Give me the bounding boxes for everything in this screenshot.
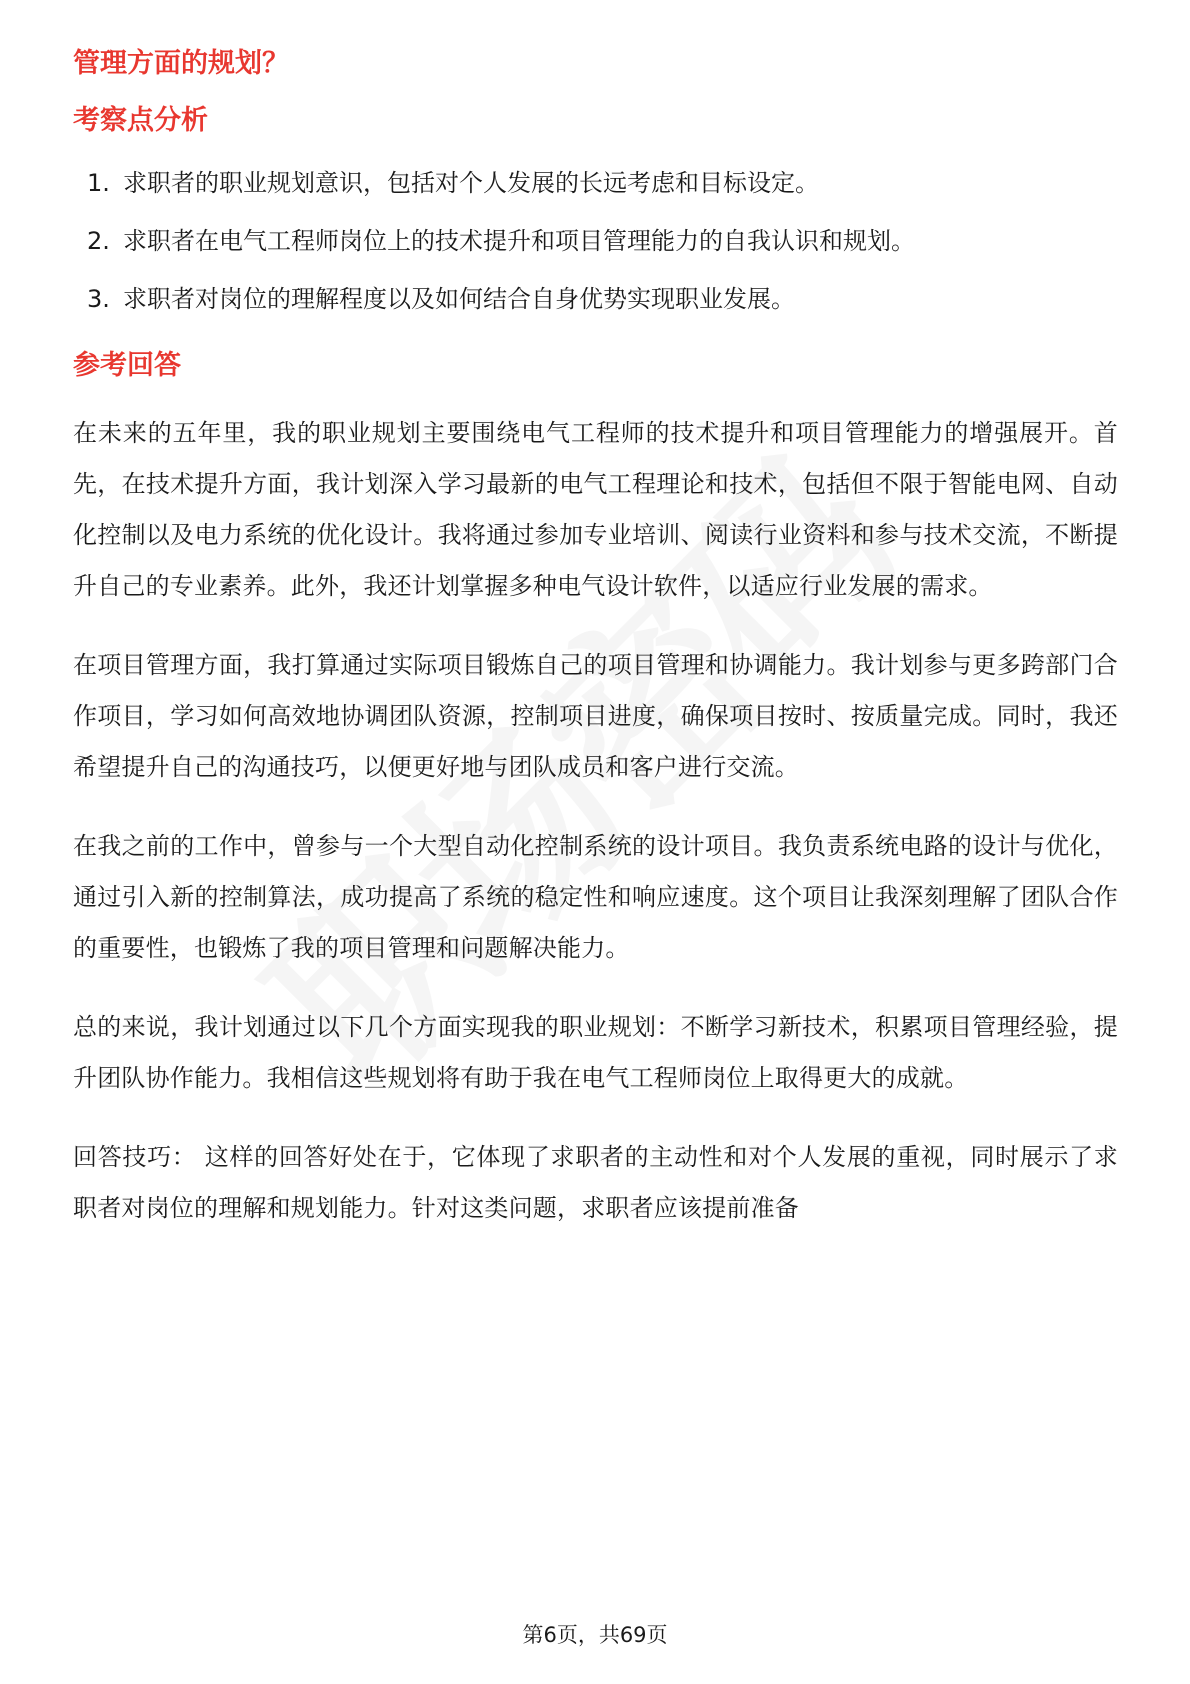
list-item-text: 求职者对岗位的理解程度以及如何结合自身优势实现职业发展。 bbox=[123, 285, 795, 313]
list-item-number: 1. bbox=[87, 169, 110, 197]
answer-paragraph: 在我之前的工作中，曾参与一个大型自动化控制系统的设计项目。我负责系统电路的设计与优化，通过引入新的控制算法，成功提高了系统的稳定性和响应速度。这个项目让我深刻理解了团队合作的重要性，也锻炼了我的项目管理和问题解决能力。 bbox=[73, 832, 1118, 962]
analysis-points-list bbox=[73, 163, 1118, 319]
list-item-number: 3. bbox=[87, 285, 110, 313]
answer-paragraph: 在未来的五年里，我的职业规划主要围绕电气工程师的技术提升和项目管理能力的增强展开。首先，在技术提升方面，我计划深入学习最新的电气工程理论和技术，包括但不限于智能电网、自动化控制以及电力系统的优化设计。我将通过参加专业培训、阅读行业资料和参与技术交流，不断提升自己的专业素养。此外，我还计划掌握多种电气设计软件，以适应行业发展的需求。 bbox=[73, 419, 1118, 600]
list-item-text: 求职者的职业规划意识，包括对个人发展的长远考虑和目标设定。 bbox=[123, 169, 819, 197]
section-heading-answer: 参考回答 bbox=[73, 350, 181, 381]
list-item bbox=[73, 221, 1118, 261]
answer-tips-paragraph: 回答技巧： 这样的回答好处在于，它体现了求职者的主动性和对个人发展的重视，同时展示了求职者对岗位的理解和规划能力。针对这类问题，求职者应该提前准备 bbox=[73, 1143, 1118, 1222]
list-item-number: 2. bbox=[87, 227, 110, 255]
answer-paragraph: 总的来说，我计划通过以下几个方面实现我的职业规划：不断学习新技术，积累项目管理经验，提升团队协作能力。我相信这些规划将有助于我在电气工程师岗位上取得更大的成就。 bbox=[73, 1013, 1118, 1092]
section-heading-analysis: 考察点分析 bbox=[73, 105, 208, 136]
document-page bbox=[73, 44, 1118, 1262]
answer-paragraph: 在项目管理方面，我打算通过实际项目锻炼自己的项目管理和协调能力。我计划参与更多跨部门合作项目，学习如何高效地协调团队资源，控制项目进度，确保项目按时、按质量完成。同时，我还希望提升自己的沟通技巧，以便更好地与团队成员和客户进行交流。 bbox=[73, 651, 1118, 781]
list-item bbox=[73, 279, 1118, 319]
section-heading-top: 管理方面的规划？ bbox=[73, 48, 289, 79]
list-item-text: 求职者在电气工程师岗位上的技术提升和项目管理能力的自我认识和规划。 bbox=[123, 227, 915, 255]
page-number-footer: 第6页，共69页 bbox=[522, 1623, 668, 1647]
list-item bbox=[73, 163, 1118, 203]
